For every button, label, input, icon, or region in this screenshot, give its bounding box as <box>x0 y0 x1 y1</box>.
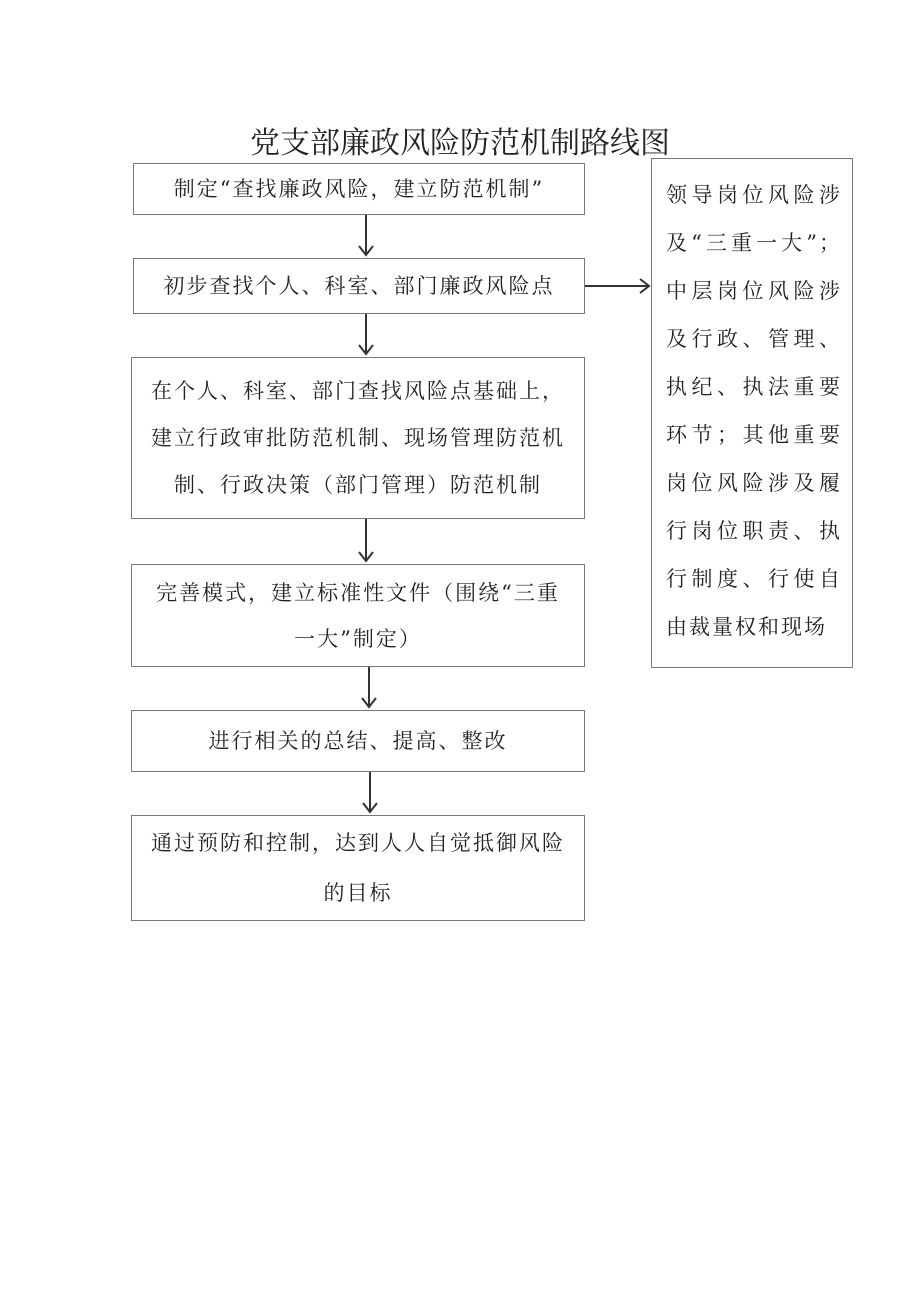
page-title: 党支部廉政风险防范机制路线图 <box>250 126 670 161</box>
step-6-box <box>131 815 585 921</box>
arrow-down-5 <box>360 772 380 815</box>
step-4-text: 完善模式，建立标准性文件（围绕“三重一大”制定） <box>156 580 560 651</box>
step-5-box <box>131 710 585 772</box>
arrow-down-3 <box>356 519 376 564</box>
arrow-down-2 <box>356 314 376 357</box>
step-3-text: 在个人、科室、部门查找风险点基础上，建立行政审批防范机制、现场管理防范机制、行政决策（部门管理）防范机制 <box>151 378 565 497</box>
step-4-box <box>131 564 585 667</box>
step-2-text: 初步查找个人、科室、部门廉政风险点 <box>163 274 555 298</box>
step-1-box <box>133 163 585 215</box>
arrow-right-to-side <box>585 276 651 296</box>
step-1-text: 制定“查找廉政风险，建立防范机制” <box>173 177 545 201</box>
step-3-box <box>131 357 585 519</box>
step-2-box <box>133 258 585 314</box>
side-note-box <box>651 158 853 668</box>
arrow-down-1 <box>356 215 376 258</box>
arrow-down-4 <box>359 667 379 710</box>
side-note-text: 领导岗位风险涉及“三重一大”；中层岗位风险涉及行政、管理、执纪、执法重要环节；其他重要岗位风险涉及履行岗位职责、执行制度、行使自由裁量权和现场 <box>666 183 842 639</box>
step-6-text: 通过预防和控制，达到人人自觉抵御风险的目标 <box>151 831 565 905</box>
step-5-text: 进行相关的总结、提高、整改 <box>208 729 508 753</box>
